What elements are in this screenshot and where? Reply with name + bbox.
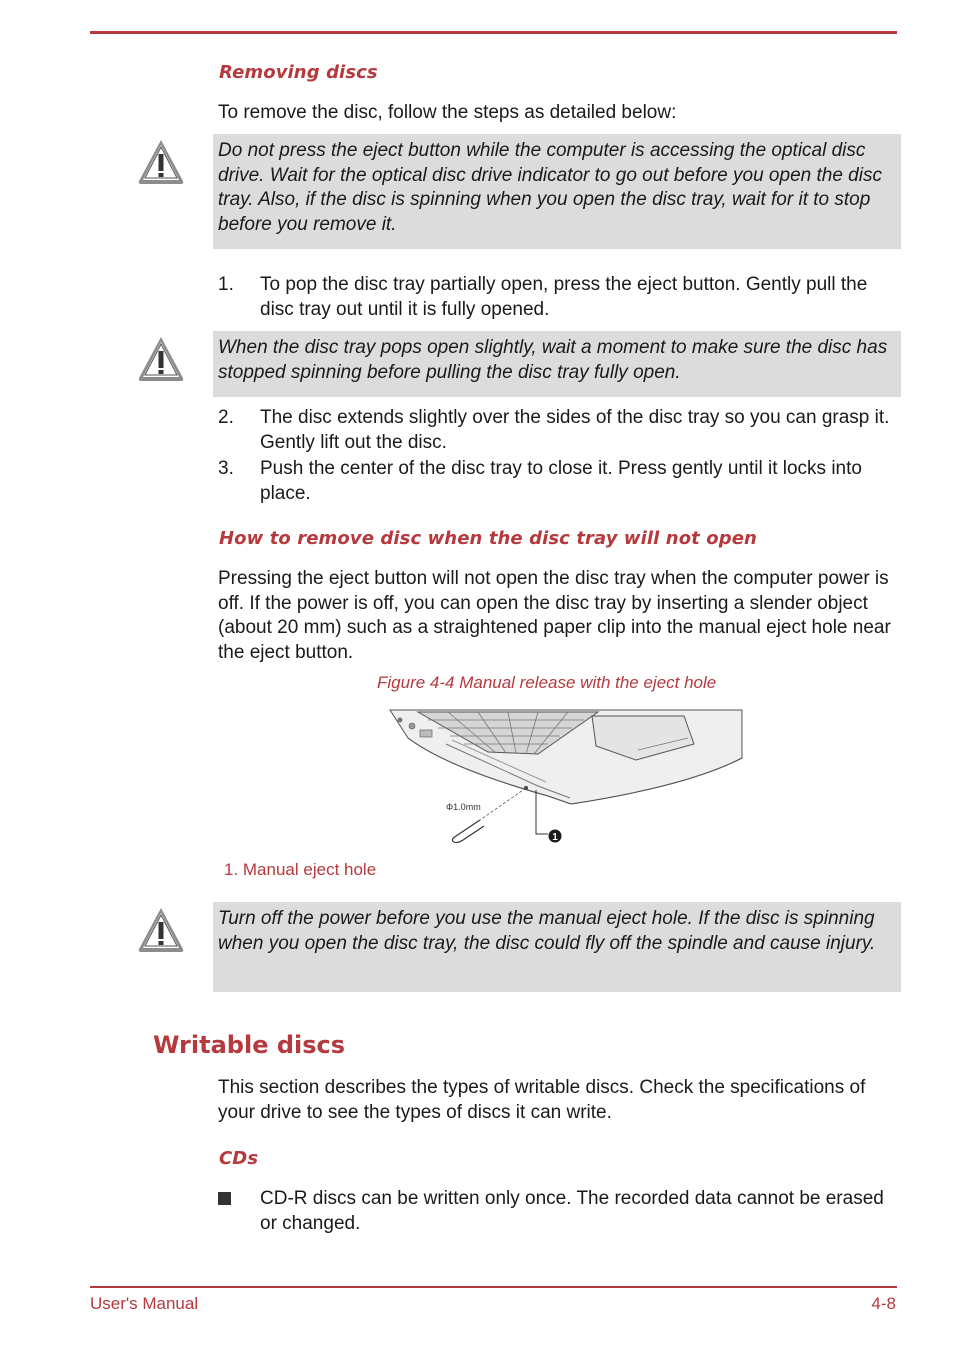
writable-discs-body: This section describes the types of writable discs. Check the specifications of your drive to see the types of discs it can write. <box>218 1077 866 1123</box>
step-number: 3. <box>218 458 234 479</box>
removing-intro: To remove the disc, follow the steps as detailed below: <box>218 102 677 123</box>
footer-rule <box>90 1286 897 1288</box>
manual-removal-body: Pressing the eject button will not open the disc tray when the computer power is off. If the power is off, you can open the disc tray by inserting a slender object (about 20 mm) such as a straightened paper clip into the manual eject hole near the eject button. <box>218 568 891 663</box>
callout-number: 1 <box>552 832 558 843</box>
dimension-label: Φ1.0mm <box>446 802 481 812</box>
writable-discs-heading: Writable discs <box>153 1031 346 1059</box>
bullet-square <box>218 1192 231 1205</box>
note-wait-disc-spinning: When the disc tray pops open slightly, wait a moment to make sure the disc has stopped spinning before pulling the disc tray fully open. <box>213 331 901 397</box>
step-number: 2. <box>218 407 234 428</box>
step-text: The disc extends slightly over the sides of the disc tray so you can grasp it. Gently lift out the disc. <box>260 407 890 453</box>
cds-heading: CDs <box>219 1148 259 1169</box>
manual-removal-heading: How to remove disc when the disc tray will not open <box>219 528 757 549</box>
footer-title: User's Manual <box>90 1294 199 1313</box>
figure-caption: Figure 4-4 Manual release with the eject hole <box>377 673 717 692</box>
step-text: Push the center of the disc tray to close it. Press gently until it locks into place. <box>260 458 862 504</box>
bullet-text: CD-R discs can be written only once. The recorded data cannot be erased or changed. <box>260 1188 884 1234</box>
note-turn-off-power: Turn off the power before you use the manual eject hole. If the disc is spinning when you open the disc tray, the disc could fly off the spindle and cause injury. <box>213 902 901 992</box>
top-rule <box>90 31 897 34</box>
step-text: To pop the disc tray partially open, press the eject button. Gently pull the disc tray out until it is fully opened. <box>260 274 868 320</box>
note-do-not-press-eject: Do not press the eject button while the computer is accessing the optical disc drive. Wait for the optical disc drive indicator to go out before you open the disc tray. Also, if the disc is spinning when you open the disc tray, wait for it to stop before you remove it. <box>213 134 901 249</box>
warning-icon <box>136 137 186 187</box>
warning-icon <box>136 334 186 384</box>
figure-legend: 1. Manual eject hole <box>224 860 377 879</box>
removing-discs-heading: Removing discs <box>219 62 378 83</box>
warning-icon <box>136 905 186 955</box>
page-number: 4-8 <box>871 1294 896 1313</box>
step-number: 1. <box>218 274 234 295</box>
eject-hole-figure <box>388 708 744 848</box>
